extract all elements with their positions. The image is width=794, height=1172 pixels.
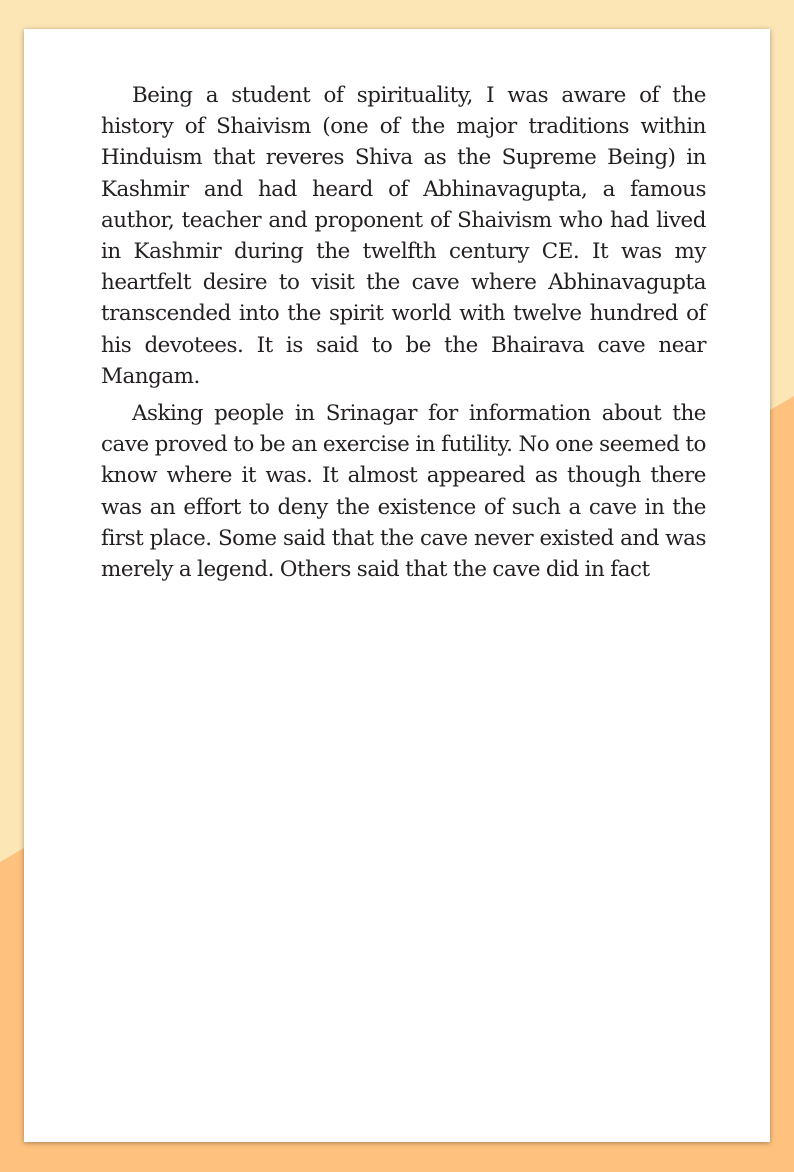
body-text <box>101 80 706 591</box>
paragraph-2: Asking people in Srinagar for information about the cave proved to be an exercise in futility. No one seemed to know where it was. It almost appeared as though there was an effort to deny the existence of such a cave in the first place. Some said that the cave never existed and was merely a legend. Others said that the cave did in fact <box>101 401 706 583</box>
paragraph-1: Being a student of spirituality, I was aware of the history of Shaivism (one of the major traditions within Hinduism that reveres Shiva as the Supreme Being) in Kashmir and had heard of Abhinavagupta, a famous author, teacher and proponent of Shaivism who had lived in Kashmir during the twelfth century CE. It was my heartfelt desire to visit the cave where Abhinavagupta transcended into the spirit world with twelve hundred of his devotees. It is said to be the Bhairava cave near Mangam. <box>101 83 706 389</box>
document-page <box>24 29 770 1142</box>
